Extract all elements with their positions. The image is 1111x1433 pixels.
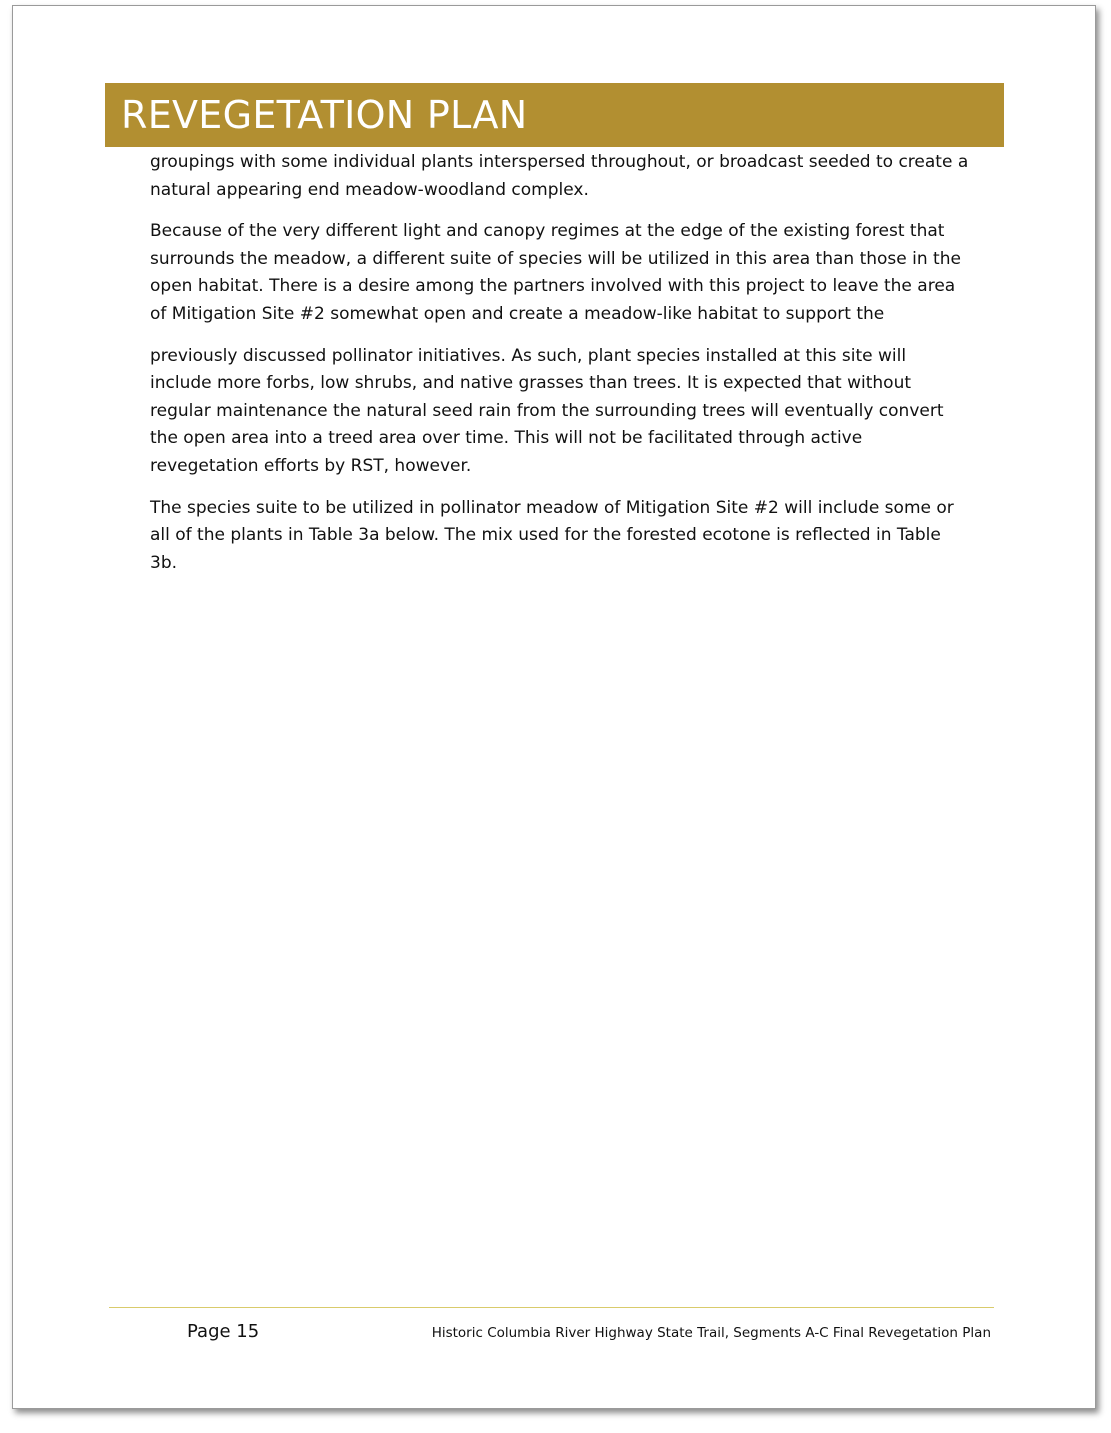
paragraph: Because of the very different light and canopy regimes at the edge of the existing forest that surrounds the meadow, a different suite of species will be utilized in this area than those in the open habitat. There is a desire among the partners involved with this project to leave the area of Mitigation Site #2 somewhat open and create a meadow-like habitat to support the	[150, 221, 961, 324]
document-page	[12, 5, 1096, 1409]
body-text	[150, 149, 972, 577]
paragraph: previously discussed pollinator initiatives. As such, plant species installed at this site will include more forbs, low shrubs, and native grasses than trees. It is expected that without regular maintenance the natural seed rain from the surrounding trees will eventually convert the open area into a treed area over time. This will not be facilitated through active revegetation efforts by RST, however.	[150, 345, 944, 476]
paragraph-continued: groupings with some individual plants interspersed throughout, or broadcast seeded to create a natural appearing end meadow-woodland complex.	[150, 152, 969, 200]
footer-divider	[109, 1307, 994, 1308]
section-title: REVEGETATION PLAN	[121, 93, 528, 137]
paragraph: The species suite to be utilized in pollinator meadow of Mitigation Site #2 will include some or all of the plants in Table 3a below. The mix used for the forested ecotone is reflected in Table 3b.	[150, 497, 954, 573]
page-number: Page 15	[187, 1321, 260, 1342]
footer-document-title: Historic Columbia River Highway State Trail, Segments A-C Final Revegetation Plan	[431, 1325, 991, 1341]
section-header-band	[105, 83, 1004, 147]
